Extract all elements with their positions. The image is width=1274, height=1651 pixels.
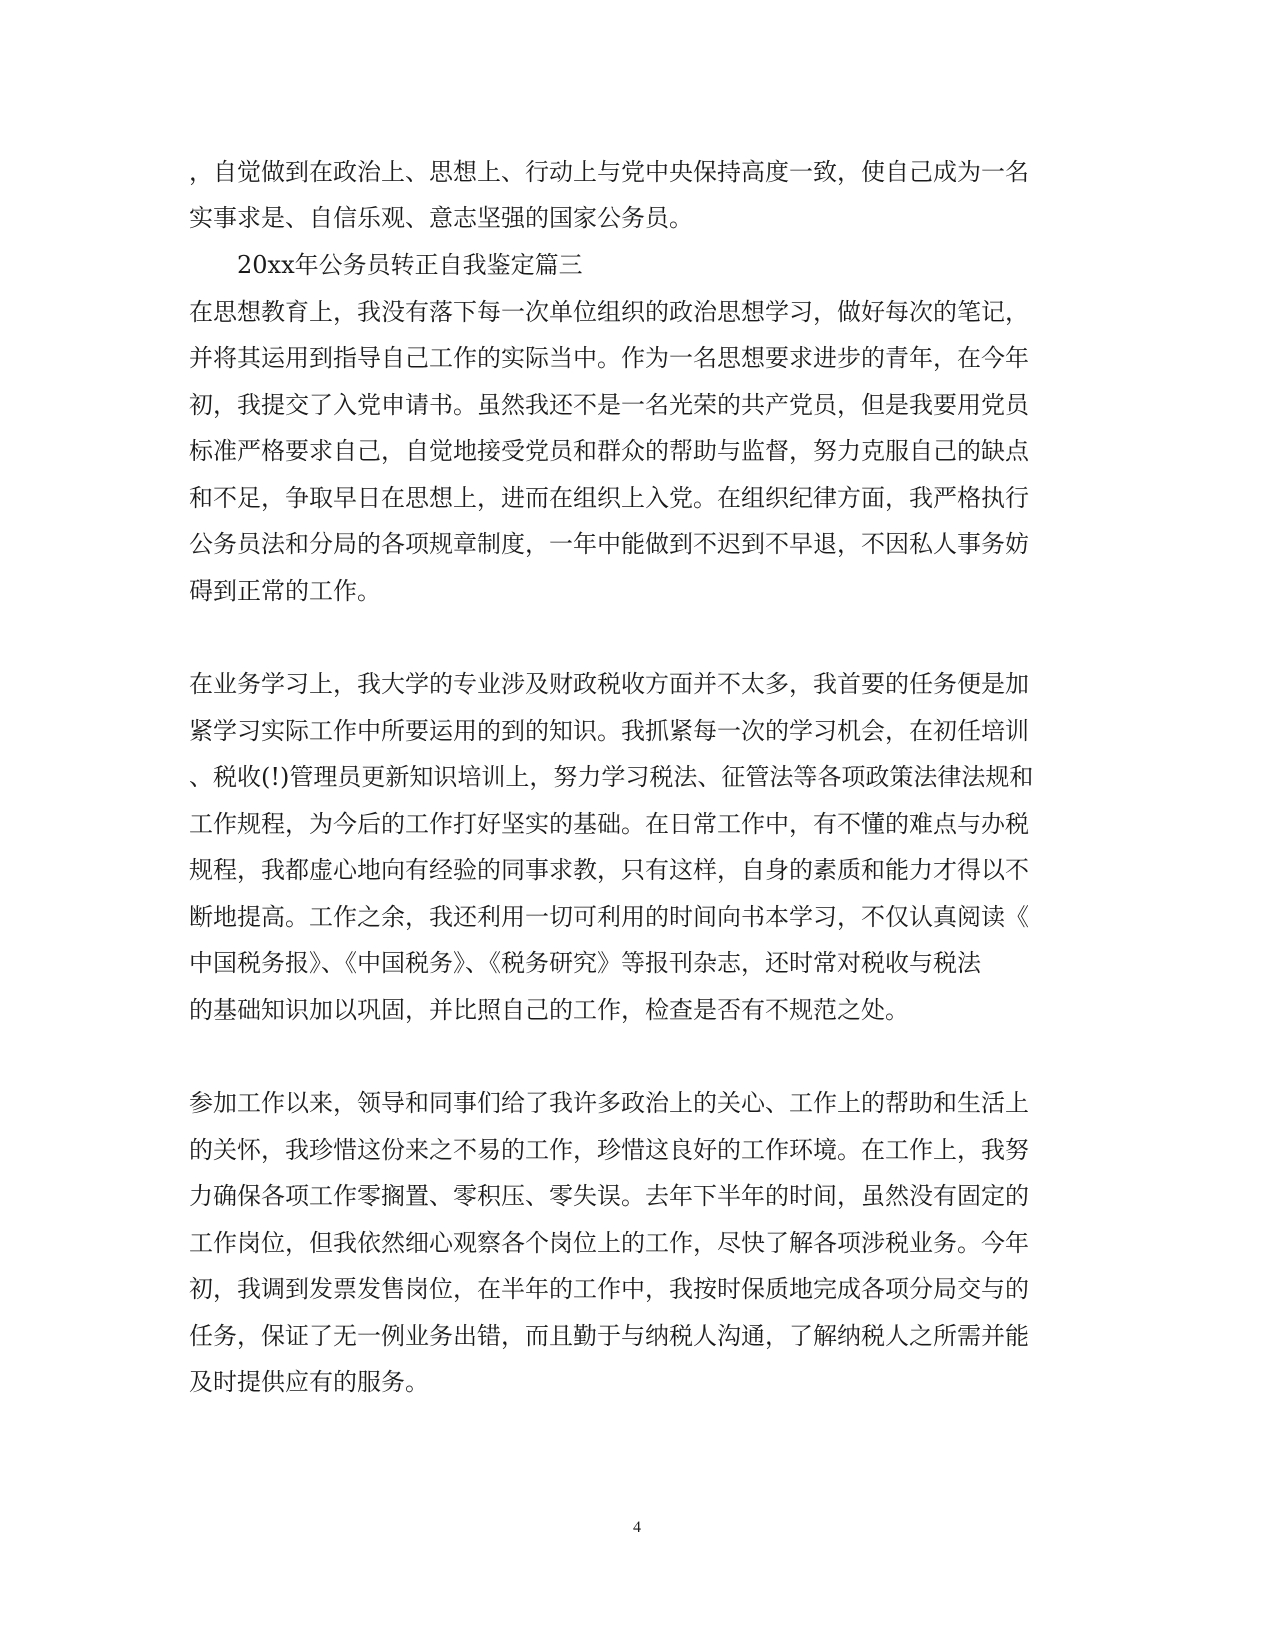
text-line: 工作岗位，但我依然细心观察各个岗位上的工作，尽快了解各项涉税业务。今年	[189, 1229, 1029, 1257]
text-line: 标准严格要求自己，自觉地接受党员和群众的帮助与监督，努力克服自己的缺点	[189, 437, 1029, 465]
text-line: 碍到正常的工作。	[189, 577, 381, 605]
text-line: 任务，保证了无一例业务出错，而且勤于与纳税人沟通，了解纳税人之所需并能	[189, 1322, 1029, 1350]
text-line: 断地提高。工作之余，我还利用一切可利用的时间向书本学习，不仅认真阅读《	[189, 903, 1029, 931]
text-line: 规程，我都虚心地向有经验的同事求教，只有这样，自身的素质和能力才得以不	[189, 856, 1029, 884]
text-line: 公务员法和分局的各项规章制度，一年中能做到不迟到不早退，不因私人事务妨	[189, 530, 1029, 558]
text-line: 实事求是、自信乐观、意志坚强的国家公务员。	[189, 204, 693, 232]
text-line: 力确保各项工作零搁置、零积压、零失误。去年下半年的时间，虽然没有固定的	[189, 1182, 1029, 1210]
text-line: 工作规程，为今后的工作打好坚实的基础。在日常工作中，有不懂的难点与办税	[189, 810, 1029, 838]
text-line: 的关怀，我珍惜这份来之不易的工作，珍惜这良好的工作环境。在工作上，我努	[189, 1136, 1029, 1164]
text-line: 参加工作以来，领导和同事们给了我许多政治上的关心、工作上的帮助和生活上	[189, 1089, 1029, 1117]
text-line: ，自觉做到在政治上、思想上、行动上与党中央保持高度一致，使自己成为一名	[189, 158, 1029, 186]
text-line: 在业务学习上，我大学的专业涉及财政税收方面并不太多，我首要的任务便是加	[189, 670, 1029, 698]
text-line: 在思想教育上，我没有落下每一次单位组织的政治思想学习，做好每次的笔记，	[189, 298, 1029, 326]
text-line: 及时提供应有的服务。	[189, 1368, 429, 1396]
section-title: 20xx年公务员转正自我鉴定篇三	[237, 251, 583, 279]
text-line: 初，我提交了入党申请书。虽然我还不是一名光荣的共产党员，但是我要用党员	[189, 391, 1029, 419]
text-line: 紧学习实际工作中所要运用的到的知识。我抓紧每一次的学习机会，在初任培训	[189, 717, 1029, 745]
text-line: 、税收(!)管理员更新知识培训上，努力学习税法、征管法等各项政策法律法规和	[189, 763, 1034, 791]
text-line: 初，我调到发票发售岗位，在半年的工作中，我按时保质地完成各项分局交与的	[189, 1275, 1029, 1303]
text-line: 和不足，争取早日在思想上，进而在组织上入党。在组织纪律方面，我严格执行	[189, 484, 1029, 512]
page-number: 4	[633, 1519, 641, 1536]
text-line: 中国税务报》、《中国税务》、《税务研究》等报刊杂志，还时常对税收与税法	[189, 949, 981, 977]
text-line: 的基础知识加以巩固，并比照自己的工作，检查是否有不规范之处。	[189, 996, 909, 1024]
text-line: 并将其运用到指导自己工作的实际当中。作为一名思想要求进步的青年，在今年	[189, 344, 1029, 372]
